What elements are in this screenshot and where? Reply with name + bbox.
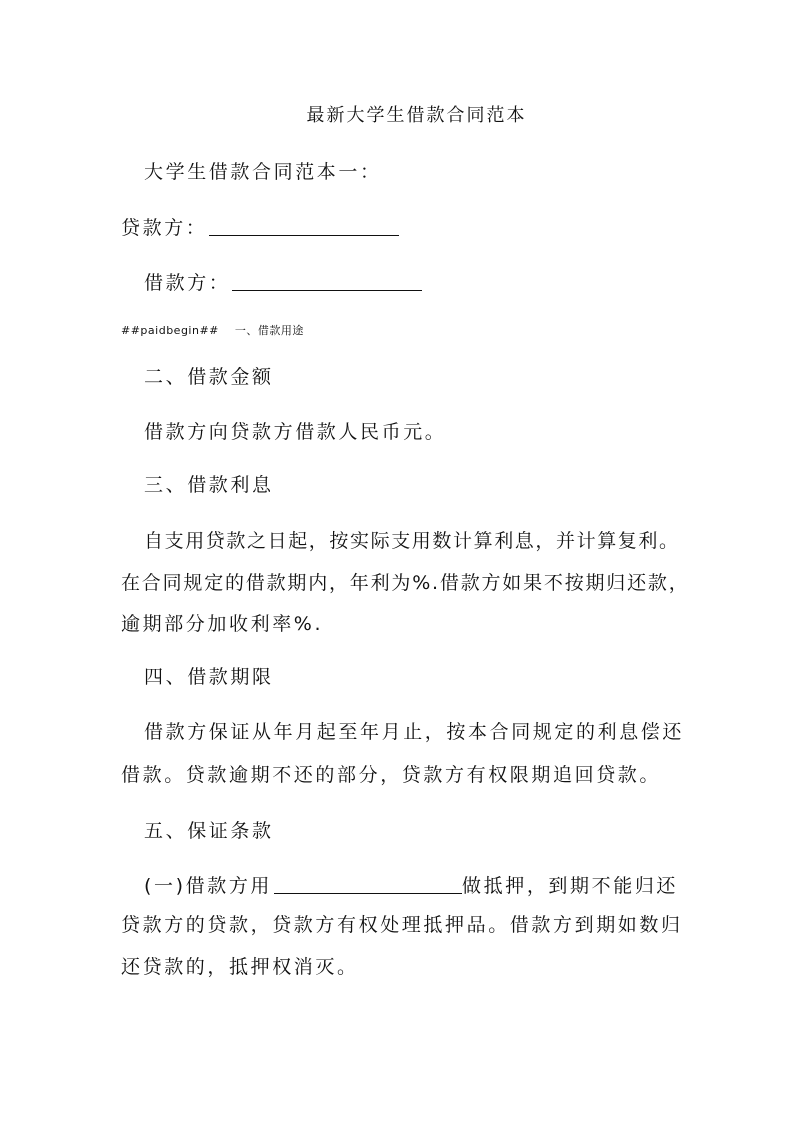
item4-text-line2: 借款。贷款逾期不还的部分，贷款方有权限期追回贷款。 <box>121 764 662 786</box>
paid-marker: ##paidbegin## <box>121 324 219 337</box>
paid-line <box>121 324 304 338</box>
heading-contract-one: 大学生借款合同范本一： <box>144 161 382 183</box>
item2-text: 借款方向贷款方借款人民币元。 <box>144 421 447 443</box>
borrower-line <box>144 271 422 295</box>
item5-text-line2: 贷款方的贷款，贷款方有权处理抵押品。借款方到期如数归 <box>121 914 683 936</box>
item5-heading: 五、保证条款 <box>144 820 274 842</box>
lender-blank <box>209 217 399 236</box>
item5-text-part-b: 做抵押，到期不能归还 <box>462 875 679 897</box>
item3-text-line3: 逾期部分加收利率%. <box>121 613 324 635</box>
item1-heading: 一、借款用途 <box>234 324 304 337</box>
item3-text-line1: 自支用贷款之日起，按实际支用数计算利息，并计算复利。 <box>144 530 680 552</box>
item4-text-line1: 借款方保证从年月起至年月止，按本合同规定的利息偿还 <box>144 721 685 743</box>
document-title: 最新大学生借款合同范本 <box>306 105 527 126</box>
lender-label: 贷款方： <box>121 217 208 239</box>
borrower-blank <box>232 272 422 291</box>
collateral-blank <box>274 875 462 894</box>
item5-text-line1 <box>144 874 678 898</box>
item5-text-line3: 还贷款的，抵押权消灭。 <box>121 956 359 978</box>
item2-heading: 二、借款金额 <box>144 366 274 388</box>
item3-text-line2: 在合同规定的借款期内，年利为%.借款方如果不按期归还款， <box>121 572 690 594</box>
item5-text-part-a: (一)借款方用 <box>144 875 273 897</box>
item4-heading: 四、借款期限 <box>144 666 274 688</box>
item3-heading: 三、借款利息 <box>144 474 274 496</box>
lender-line <box>121 216 399 240</box>
borrower-label: 借款方： <box>144 272 231 294</box>
